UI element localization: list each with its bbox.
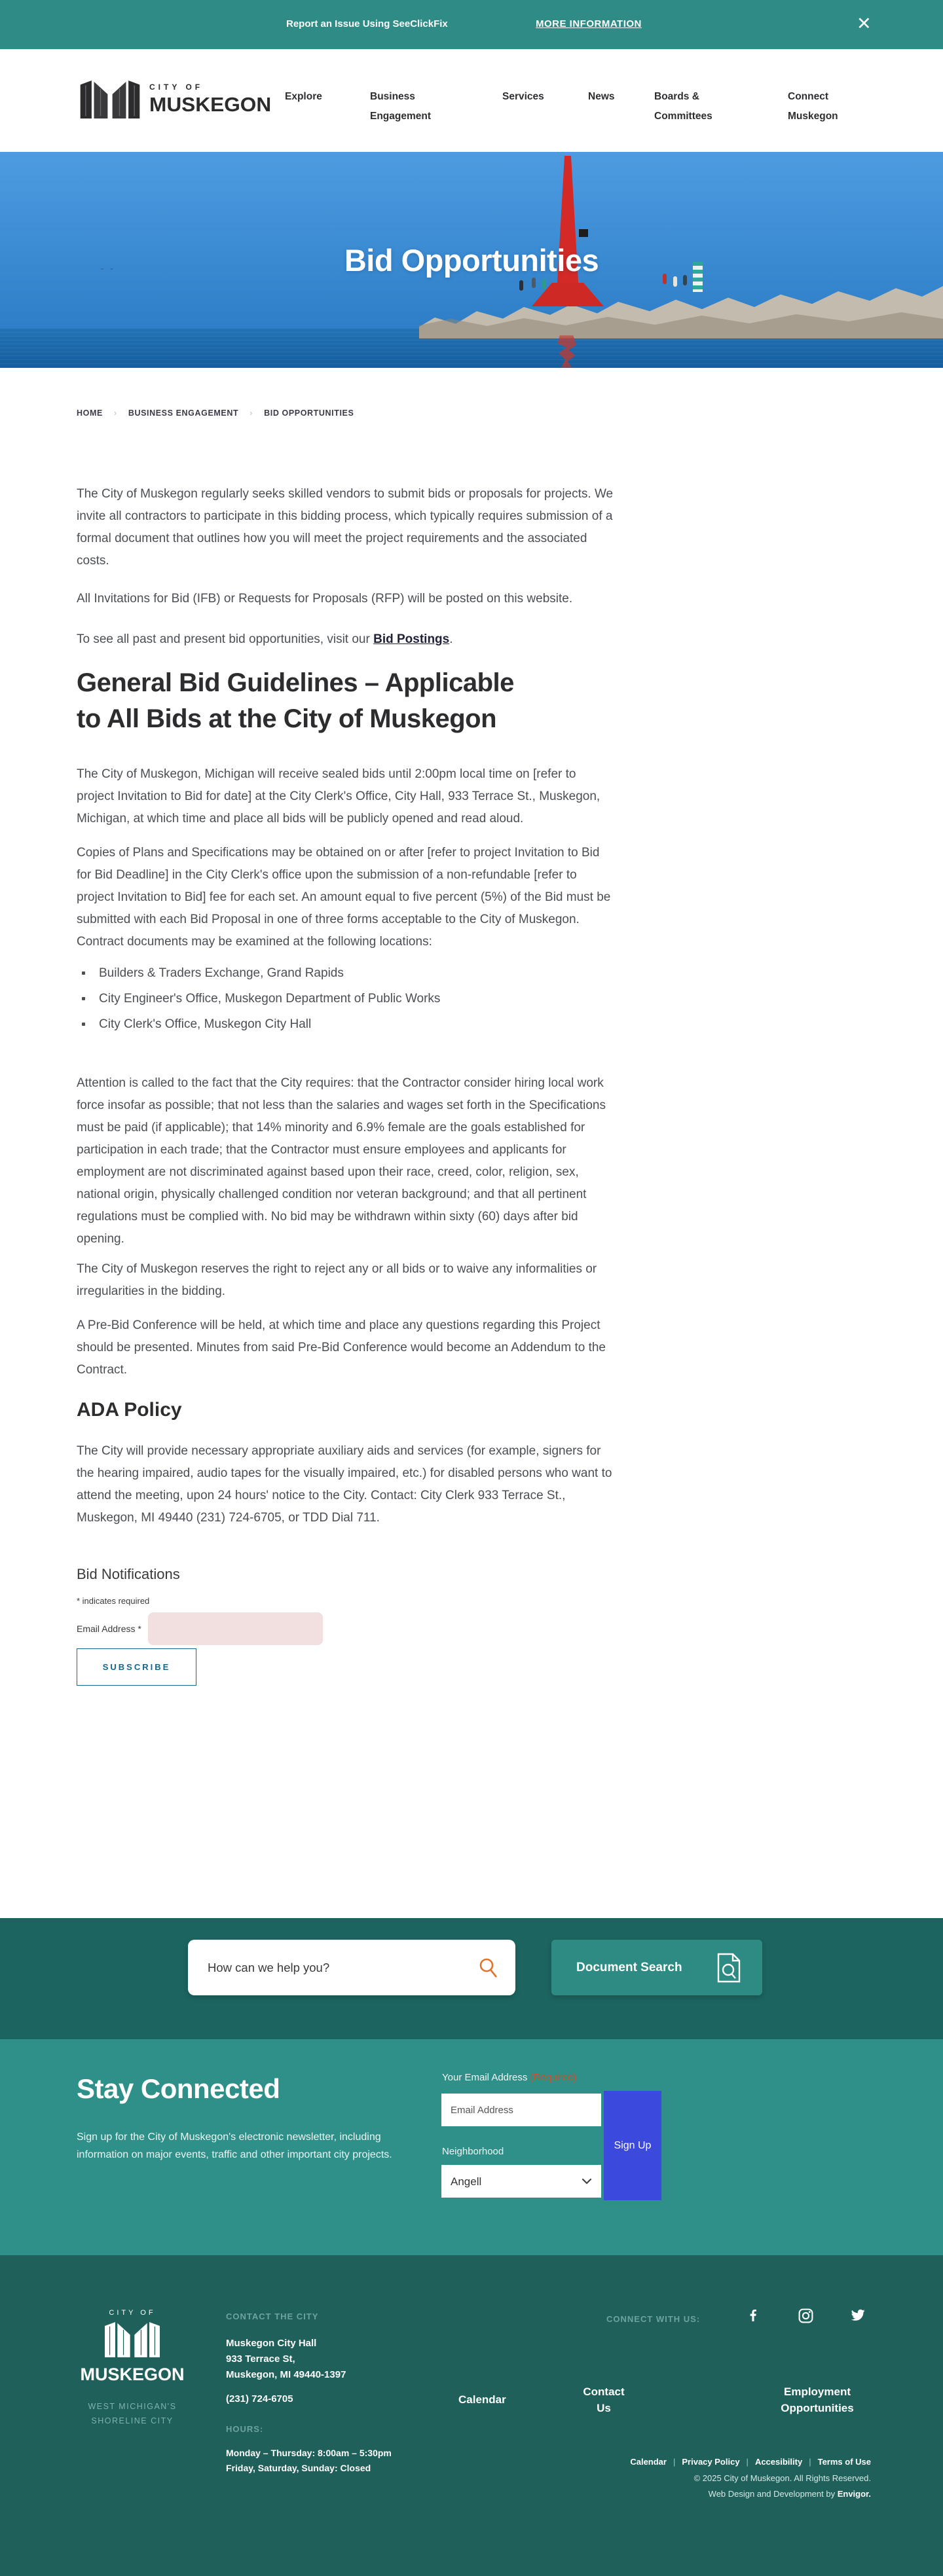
legal-separator: | [673,2457,676,2467]
neighborhood-label: Neighborhood [442,2146,504,2157]
intro-paragraph-1: The City of Muskegon regularly seeks skilled vendors to submit bids or proposals for projects. We invite all contractors to participate in this bidding process, which typically requires submission of a formal document that outlines how you will meet the project requirements and the associated costs. [77,487,614,568]
city-hours: Monday – Thursday: 8:00am – 5:30pm Friday, Saturday, Sunday: Closed [226,2448,392,2473]
contact-the-city-heading: CONTACT THE CITY [226,2312,319,2321]
footer-legal-block [630,2457,871,2499]
nav-item-boards-committees[interactable]: Boards & Committees [654,91,712,122]
email-field[interactable] [148,1612,323,1645]
guidelines-paragraph-1: The City of Muskegon, Michigan will receive sealed bids until 2:00pm local time on [refer to project Invitation to Bid for date] at the City Clerk's Office, City Hall, 933 Terrace St., Muskegon, Michigan, at which time and place all bids will be publicly opened and read aloud. [77,767,601,825]
logo-muskegon: MUSKEGON [149,93,272,116]
ada-policy-paragraph: The City will provide necessary appropriate auxiliary aids and services (for example, signers for the hearing impaired, audio tapes for the visually impaired, etc.) for disabled persons who want to attend the meeting, upon 24 hours' notice to the City. Contact: City Clerk 933 Terrace St., Muskegon, MI 49440 (231) 724-6705, or TDD Dial 711. [77,1444,612,1525]
legal-separator: | [809,2457,811,2467]
required-note: * indicates required [77,1596,150,1606]
bid-notifications-heading: Bid Notifications [77,1566,180,1582]
design-credit-text: Web Design and Development by [708,2489,838,2499]
envigor-link[interactable]: Envigor. [837,2489,871,2499]
alert-banner [0,0,943,49]
ada-policy-heading: ADA Policy [77,1399,182,1421]
newsletter-email-label-text: Your Email Address [442,2072,530,2083]
legal-separator: | [746,2457,749,2467]
close-icon[interactable]: ✕ [857,14,872,33]
nav-item-connect-muskegon[interactable]: Connect Muskegon [788,91,838,122]
hero-image [0,152,943,368]
list-item: Builders & Traders Exchange, Grand Rapids [77,962,615,985]
list-item: City Clerk's Office, Muskegon City Hall [77,1013,615,1036]
footer-logo-muskegon: MUSKEGON [80,2365,185,2384]
intro-paragraph-3-period: . [449,632,453,646]
stay-connected-section [0,2039,943,2255]
muskegon-m-logo-icon [77,2322,188,2361]
email-address-label: Email Address * [77,1624,141,1634]
document-search-label: Document Search [576,1960,682,1974]
document-search-button[interactable] [551,1940,762,1995]
more-information-link[interactable]: MORE INFORMATION [536,18,642,29]
stay-connected-blurb: Sign up for the City of Muskegon's electronic newsletter, including information on major events, traffic and other important city projects. [77,2132,392,2160]
nav-item-explore[interactable]: Explore [285,91,322,102]
site-search-section [0,1918,943,2039]
legal-link-privacy-policy[interactable]: Privacy Policy [682,2457,740,2467]
subscribe-button[interactable]: SUBSCRIBE [77,1648,196,1686]
main-content [0,368,943,1918]
breadcrumb-bid-opportunities: BID OPPORTUNITIES [264,408,354,418]
person-figure [542,279,546,289]
nav-item-services[interactable]: Services [502,91,544,102]
main-navigation [0,87,943,139]
twitter-icon[interactable] [850,2308,866,2327]
bid-postings-link[interactable]: Bid Postings [373,632,450,646]
stay-connected-heading: Stay Connected [77,2073,280,2104]
person-figure [532,278,536,288]
breadcrumb-home[interactable]: HOME [77,408,103,418]
breadcrumb-separator-icon: › [113,408,117,418]
guidelines-paragraph-4: The City of Muskegon reserves the right to reject any or all bids or to waive any informalities or irregularities in the bidding. [77,1262,597,1298]
neighborhood-select-wrap [441,2165,601,2198]
footer-link-calendar[interactable]: Calendar [458,2393,506,2406]
facebook-icon[interactable] [745,2308,761,2327]
site-header [0,49,943,152]
search-icon[interactable] [477,1957,500,1982]
sign-up-button[interactable]: Sign Up [604,2091,661,2200]
newsletter-email-input[interactable] [441,2094,601,2126]
alert-banner-message: Report an Issue Using SeeClickFix [286,18,448,29]
connect-with-us-heading: CONNECT WITH US: [606,2314,701,2324]
locations-list [77,962,615,1036]
bid-notifications-form [77,1566,615,1686]
footer-logo[interactable] [77,2309,188,2428]
birds-graphic: ⌄⌄ [100,264,119,272]
footer-link-contact-us[interactable]: Contact Us [583,2386,625,2414]
document-search-icon [716,1952,741,1987]
intro-paragraph-2: All Invitations for Bid (IFB) or Requests for Proposals (RFP) will be posted on this website. [77,592,573,606]
city-phone-number[interactable]: (231) 724-6705 [226,2393,293,2404]
logo-city-of: CITY OF [149,82,204,92]
instagram-icon[interactable] [798,2308,814,2327]
nav-item-business-engagement[interactable]: Business Engagement [370,91,432,122]
hours-heading: HOURS: [226,2424,264,2434]
footer-logo-tagline: WEST MICHIGAN'S SHORELINE CITY [88,2402,177,2425]
copyright-text: © 2025 City of Muskegon. All Rights Reserved. [693,2473,871,2483]
newsletter-email-label [442,2072,576,2083]
footer-link-employment-opportunities[interactable]: Employment Opportunities [781,2386,854,2414]
breadcrumb [77,368,615,418]
lighthouse-solar-panel [579,229,588,237]
neighborhood-select[interactable] [441,2165,601,2198]
legal-link-terms-of-use[interactable]: Terms of Use [817,2457,871,2467]
search-input[interactable] [188,1940,515,1995]
legal-link-calendar[interactable]: Calendar [630,2457,667,2467]
guidelines-heading: General Bid Guidelines – Applicable to All Bids at the City of Muskegon [77,668,514,733]
legal-link-accessibility[interactable]: Accesibility [754,2457,803,2467]
guidelines-paragraph-3: Attention is called to the fact that the City requires: that the Contractor consider hiring local work force insofar as possible; that not less than the salaries and wages set forth in the Specifications must be paid (if applicable); that 14% minority and 6.9% female are the goals established for participation in each trade; that the Contractor must ensure employees and applicants for employment are not discriminated against based upon their race, creed, color, religion, sex, national origin, physically challenged condition nor veteran background; and that all pertinent regulations must be complied with. No bid may be withdrawn within sixty (60) days after bid opening. [77,1076,606,1246]
design-credit [630,2489,871,2499]
nav-item-news[interactable]: News [588,91,615,102]
guidelines-paragraph-2: Copies of Plans and Specifications may be obtained on or after [refer to project Invitation to Bid for Bid Deadline] in the City Clerk's office upon the submission of a non-refundable [refer to project Invitation to Bid] fee for each set. An amount equal to five percent (5%) of the Bid must be submitted with each Bid Proposal in one of three forms acceptable to the City of Muskegon. Contract documents may be examined at the following locations: [77,846,611,949]
breadcrumb-separator-icon: › [250,408,253,418]
search-box [188,1940,515,1995]
city-hall-address: Muskegon City Hall 933 Terrace St, Muskegon, MI 49440-1397 [226,2338,346,2380]
list-item: City Engineer's Office, Muskegon Department of Public Works [77,988,615,1010]
footer-logo-city-of: CITY OF [109,2309,156,2317]
intro-paragraph-3 [77,628,615,651]
footer-legal-links [630,2457,871,2467]
breadcrumb-business-engagement[interactable]: BUSINESS ENGAGEMENT [128,408,239,418]
guidelines-paragraph-5: A Pre-Bid Conference will be held, at which time and place any questions regarding this Project should be presented. Minutes from said Pre-Bid Conference would become an Addendum to the Contract. [77,1318,606,1377]
person-figure [519,280,523,291]
required-indicator: (Required) [530,2072,577,2083]
intro-paragraph-3-text: To see all past and present bid opportunities, visit our [77,632,374,646]
page-title: Bid Opportunities [344,243,599,278]
site-footer [0,2255,943,2576]
footer-contact-block [226,2312,392,2476]
